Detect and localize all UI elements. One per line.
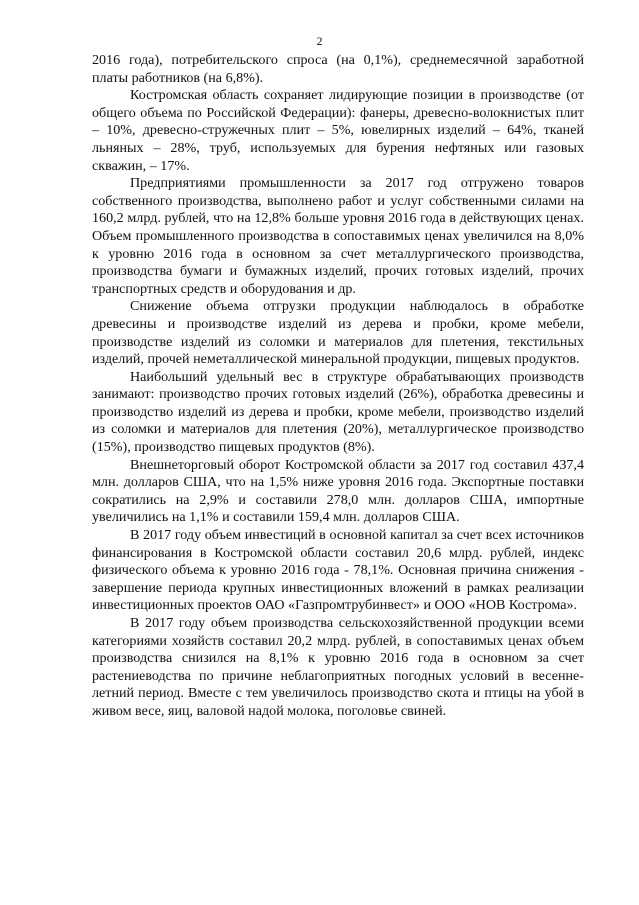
paragraph-industrial-shipments: Предприятиями промышленности за 2017 год отгружено товаров собственного производства, выполнено работ и услуг собственными силами на 160,2 млрд. рублей, что на 12,8% больше уровня 2016 года в действующих ценах. Объем промышленного производства в сопоставимых ценах увеличился на 8,0% к уровню 2016 года в основном за счет металлургического производства, производства бумаги и бумажных изделий, прочих готовых изделий, прочих транспортных средств и оборудования и др. <box>92 175 584 297</box>
paragraph-manufacturing-structure: Наибольший удельный вес в структуре обрабатывающих производств занимают: производство прочих готовых изделий (26%), обработка древесины и производство изделий из дерева и пробки, кроме мебели, производство изделий из соломки и материалов для плетения (20%), металлургическое производство (15%), производство пищевых продуктов (8%). <box>92 368 584 456</box>
paragraph-shipment-decline: Снижение объема отгрузки продукции наблюдалось в обработке древесины и производстве изделий из дерева и пробки, кроме мебели, производстве изделий из соломки и материалов для плетения, текстильных изделий, прочей неметаллической минеральной продукции, пищевых продуктов. <box>92 298 584 368</box>
page-number: 2 <box>316 34 323 48</box>
paragraph-leading-positions: Костромская область сохраняет лидирующие позиции в производстве (от общего объема по Российской Федерации): фанеры, древесно-волокнистых плит – 10%, древесно-стружечных плит – 5%, ювелирных изделий – 64%, тканей льняных – 28%, труб, используемых для бурения нефтяных или газовых скважин, – 17%. <box>92 87 584 174</box>
document-body <box>92 52 584 721</box>
paragraph-agriculture: В 2017 году объем производства сельскохозяйственной продукции всеми категориями хозяйств составил 20,2 млрд. рублей, в сопоставимых ценах объем производства снизился на 8,1% к уровню 2016 года в основном за счет растениеводства по причине неблагоприятных погодных условий в весенне-летний период. Вместе с тем увеличилось производство скота и птицы на убой в живом весе, яиц, валовой надой молока, поголовье свиней. <box>92 615 584 719</box>
paragraph-consumer-demand-wages: 2016 года), потребительского спроса (на 0,1%), среднемесячной заработной платы работников (на 6,8%). <box>92 52 584 86</box>
paragraph-investments: В 2017 году объем инвестиций в основной капитал за счет всех источников финансирования в Костромской области составил 20,6 млрд. рублей, индекс физического объема к уровню 2016 года - 78,1%. Основная причина снижения - завершение периода крупных инвестиционных вложений в рамках реализации инвестиционных проектов ОАО «Газпромтрубинвест» и ООО «НОВ Кострома». <box>92 527 584 614</box>
paragraph-foreign-trade: Внешнеторговый оборот Костромской области за 2017 год составил 437,4 млн. долларов США, что на 1,5% ниже уровня 2016 года. Экспортные поставки сократились на 2,9% и составили 278,0 млн. долларов США, импортные увеличились на 1,1% и составили 159,4 млн. долларов США. <box>92 456 584 526</box>
